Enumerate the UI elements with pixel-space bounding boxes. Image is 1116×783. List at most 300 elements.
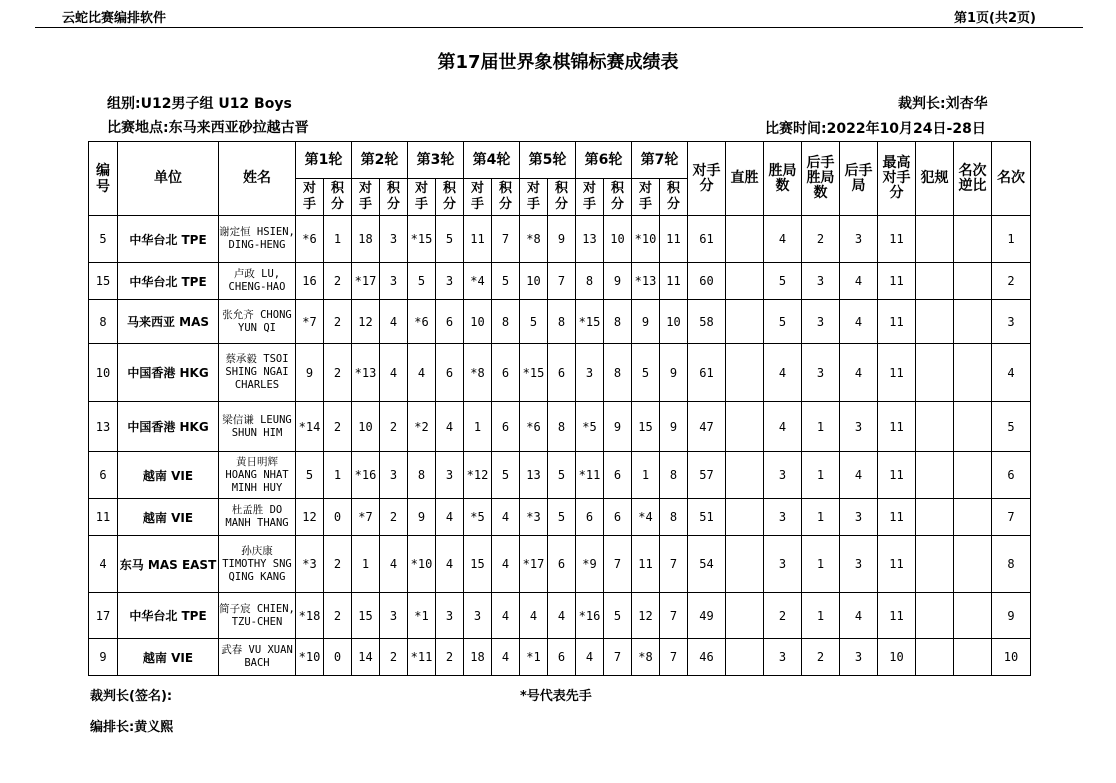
col-opp-label: 对手 — [527, 181, 541, 212]
cell-round-5-opponent: 4 — [520, 593, 548, 639]
cell-foul — [916, 452, 954, 499]
cell-round-3-points: 2 — [436, 639, 464, 676]
cell-second-wins: 1 — [802, 499, 840, 536]
cell-round-2-points: 3 — [380, 593, 408, 639]
cell-rank: 2 — [992, 263, 1031, 300]
cell-round-3-points: 4 — [436, 536, 464, 593]
cell-round-1-points: 1 — [324, 216, 352, 263]
col-opp-label: 对手 — [303, 181, 317, 212]
cell-second-wins: 1 — [802, 452, 840, 499]
cell-direct-win — [726, 344, 764, 402]
cell-round-2-points: 3 — [380, 452, 408, 499]
cell-round-1-points: 2 — [324, 593, 352, 639]
cell-round-7-points: 7 — [660, 536, 688, 593]
table-row — [89, 593, 1031, 639]
cell-round-2-opponent: 15 — [352, 593, 380, 639]
cell-round-3-opponent: 4 — [408, 344, 436, 402]
cell-round-6-points: 5 — [604, 593, 632, 639]
cell-round-3-opponent: *15 — [408, 216, 436, 263]
cell-rank: 4 — [992, 344, 1031, 402]
cell-no: 15 — [89, 263, 118, 300]
cell-no: 6 — [89, 452, 118, 499]
cell-round-4-points: 4 — [492, 536, 520, 593]
cell-max-opp: 11 — [878, 344, 916, 402]
cell-round-6-opponent: 13 — [576, 216, 604, 263]
cell-round-1-opponent: *10 — [296, 639, 324, 676]
cell-round-5-opponent: *15 — [520, 344, 548, 402]
cell-round-3-points: 3 — [436, 452, 464, 499]
arranger-label: 编排长:黄义熙 — [90, 720, 174, 735]
col-pts-label: 积分 — [387, 181, 401, 212]
col-opp-label: 对手 — [583, 181, 597, 212]
cell-round-5-points: 8 — [548, 300, 576, 344]
cell-no: 13 — [89, 402, 118, 452]
cell-unit: 越南 VIE — [118, 639, 219, 676]
cell-wins: 5 — [764, 300, 802, 344]
cell-round-6-points: 8 — [604, 300, 632, 344]
cell-opp-score: 57 — [688, 452, 726, 499]
cell-name: 梁信谦 LEUNG SHUN HIM — [219, 402, 296, 452]
cell-round-7-points: 9 — [660, 344, 688, 402]
cell-round-5-points: 5 — [548, 499, 576, 536]
cell-rank: 8 — [992, 536, 1031, 593]
referee-signature-label: 裁判长(签名): — [90, 689, 173, 704]
cell-second-games: 4 — [840, 300, 878, 344]
cell-rank: 10 — [992, 639, 1031, 676]
col-pts-label: 积分 — [331, 181, 345, 212]
cell-round-4-points: 5 — [492, 263, 520, 300]
cell-round-3-opponent: *10 — [408, 536, 436, 593]
col-opp — [520, 179, 548, 216]
cell-round-2-opponent: *16 — [352, 452, 380, 499]
cell-second-games: 3 — [840, 639, 878, 676]
cell-round-2-opponent: *7 — [352, 499, 380, 536]
cell-no: 9 — [89, 639, 118, 676]
col-opp — [464, 179, 492, 216]
cell-round-3-opponent: 8 — [408, 452, 436, 499]
cell-direct-win — [726, 300, 764, 344]
cell-round-1-opponent: 9 — [296, 344, 324, 402]
cell-round-2-points: 4 — [380, 300, 408, 344]
cell-round-7-opponent: 11 — [632, 536, 660, 593]
cell-max-opp: 11 — [878, 402, 916, 452]
cell-direct-win — [726, 593, 764, 639]
col-opp — [296, 179, 324, 216]
cell-round-7-opponent: 1 — [632, 452, 660, 499]
cell-round-1-points: 2 — [324, 536, 352, 593]
cell-unit: 东马 MAS EAST — [118, 536, 219, 593]
cell-round-3-opponent: 5 — [408, 263, 436, 300]
col-no-label: 编号 — [96, 162, 110, 195]
col-opp — [576, 179, 604, 216]
cell-round-3-opponent: 9 — [408, 499, 436, 536]
col-opp — [632, 179, 660, 216]
cell-tiebreak — [954, 216, 992, 263]
cell-round-1-points: 2 — [324, 300, 352, 344]
cell-round-1-opponent: *14 — [296, 402, 324, 452]
cell-round-4-points: 6 — [492, 344, 520, 402]
cell-round-6-points: 9 — [604, 263, 632, 300]
cell-round-4-opponent: 3 — [464, 593, 492, 639]
cell-round-3-points: 5 — [436, 216, 464, 263]
cell-round-4-opponent: *8 — [464, 344, 492, 402]
cell-wins: 3 — [764, 452, 802, 499]
table-body — [89, 216, 1031, 676]
cell-name: 蔡承毅 TSOI SHING NGAI CHARLES — [219, 344, 296, 402]
cell-round-2-points: 4 — [380, 536, 408, 593]
cell-round-6-opponent: 6 — [576, 499, 604, 536]
cell-round-1-opponent: *18 — [296, 593, 324, 639]
cell-round-2-opponent: 18 — [352, 216, 380, 263]
cell-round-2-opponent: 10 — [352, 402, 380, 452]
table-row — [89, 344, 1031, 402]
cell-opp-score: 54 — [688, 536, 726, 593]
cell-no: 10 — [89, 344, 118, 402]
col-opp-label: 对手 — [415, 181, 429, 212]
cell-second-wins: 3 — [802, 300, 840, 344]
col-name: 姓名 — [219, 142, 296, 216]
table-row — [89, 300, 1031, 344]
cell-round-5-opponent: 13 — [520, 452, 548, 499]
col-pts-label: 积分 — [611, 181, 625, 212]
col-no — [89, 142, 118, 216]
cell-second-games: 4 — [840, 593, 878, 639]
cell-wins: 4 — [764, 216, 802, 263]
col-round-7: 第7轮 — [632, 142, 688, 179]
cell-round-7-points: 9 — [660, 402, 688, 452]
cell-wins: 3 — [764, 639, 802, 676]
col-round-2: 第2轮 — [352, 142, 408, 179]
cell-opp-score: 61 — [688, 216, 726, 263]
cell-round-2-opponent: 14 — [352, 639, 380, 676]
cell-round-7-opponent: 12 — [632, 593, 660, 639]
table-row — [89, 639, 1031, 676]
cell-tiebreak — [954, 536, 992, 593]
cell-unit: 越南 VIE — [118, 499, 219, 536]
cell-round-6-opponent: 8 — [576, 263, 604, 300]
results-table — [88, 141, 1031, 676]
table-row — [89, 402, 1031, 452]
cell-round-4-points: 4 — [492, 593, 520, 639]
cell-round-6-opponent: *5 — [576, 402, 604, 452]
cell-round-5-opponent: *6 — [520, 402, 548, 452]
cell-foul — [916, 593, 954, 639]
cell-name: 杜孟胜 DO MANH THANG — [219, 499, 296, 536]
cell-round-5-points: 6 — [548, 536, 576, 593]
cell-round-6-opponent: *9 — [576, 536, 604, 593]
cell-round-5-opponent: *1 — [520, 639, 548, 676]
cell-round-2-opponent: *17 — [352, 263, 380, 300]
col-max-opp: 最高对手分 — [878, 142, 916, 216]
col-foul: 犯规 — [916, 142, 954, 216]
header-divider — [35, 27, 1083, 28]
col-round-1: 第1轮 — [296, 142, 352, 179]
cell-rank: 7 — [992, 499, 1031, 536]
cell-tiebreak — [954, 300, 992, 344]
cell-round-1-points: 2 — [324, 344, 352, 402]
cell-second-games: 3 — [840, 536, 878, 593]
cell-no: 5 — [89, 216, 118, 263]
col-opp-score: 对手分 — [688, 142, 726, 216]
cell-round-7-points: 11 — [660, 216, 688, 263]
cell-second-wins: 2 — [802, 216, 840, 263]
cell-foul — [916, 263, 954, 300]
col-pts-label: 积分 — [555, 181, 569, 212]
cell-unit: 中华台北 TPE — [118, 593, 219, 639]
cell-second-games: 3 — [840, 402, 878, 452]
cell-round-2-points: 3 — [380, 263, 408, 300]
cell-opp-score: 49 — [688, 593, 726, 639]
cell-opp-score: 47 — [688, 402, 726, 452]
cell-round-3-points: 6 — [436, 344, 464, 402]
cell-direct-win — [726, 499, 764, 536]
col-round-6: 第6轮 — [576, 142, 632, 179]
cell-max-opp: 11 — [878, 300, 916, 344]
cell-round-6-points: 6 — [604, 452, 632, 499]
cell-round-5-opponent: *3 — [520, 499, 548, 536]
col-opp — [352, 179, 380, 216]
cell-round-4-points: 4 — [492, 499, 520, 536]
col-pts-label: 积分 — [499, 181, 513, 212]
cell-round-7-opponent: *8 — [632, 639, 660, 676]
cell-round-6-opponent: *15 — [576, 300, 604, 344]
cell-max-opp: 10 — [878, 639, 916, 676]
col-pts — [492, 179, 520, 216]
cell-second-wins: 1 — [802, 402, 840, 452]
cell-round-3-opponent: *6 — [408, 300, 436, 344]
cell-direct-win — [726, 536, 764, 593]
cell-round-5-points: 9 — [548, 216, 576, 263]
cell-foul — [916, 344, 954, 402]
chief-referee-label: 裁判长:刘杏华 — [898, 96, 988, 112]
cell-round-1-points: 2 — [324, 263, 352, 300]
cell-round-7-opponent: 15 — [632, 402, 660, 452]
col-second-wins: 后手胜局数 — [802, 142, 840, 216]
cell-round-4-points: 7 — [492, 216, 520, 263]
col-pts-label: 积分 — [667, 181, 681, 212]
cell-foul — [916, 499, 954, 536]
cell-round-5-opponent: 5 — [520, 300, 548, 344]
cell-max-opp: 11 — [878, 536, 916, 593]
cell-rank: 3 — [992, 300, 1031, 344]
cell-round-4-points: 4 — [492, 639, 520, 676]
col-pts — [548, 179, 576, 216]
col-opp-label: 对手 — [359, 181, 373, 212]
cell-unit: 越南 VIE — [118, 452, 219, 499]
cell-round-3-points: 3 — [436, 263, 464, 300]
cell-round-2-points: 3 — [380, 216, 408, 263]
cell-rank: 9 — [992, 593, 1031, 639]
cell-rank: 1 — [992, 216, 1031, 263]
cell-round-2-opponent: 12 — [352, 300, 380, 344]
col-pts — [380, 179, 408, 216]
cell-round-4-opponent: *5 — [464, 499, 492, 536]
cell-name: 简子宸 CHIEN, TZU-CHEN — [219, 593, 296, 639]
cell-wins: 3 — [764, 499, 802, 536]
cell-round-6-points: 6 — [604, 499, 632, 536]
cell-opp-score: 61 — [688, 344, 726, 402]
col-wins: 胜局数 — [764, 142, 802, 216]
cell-round-7-opponent: *13 — [632, 263, 660, 300]
cell-round-2-points: 2 — [380, 639, 408, 676]
cell-unit: 中国香港 HKG — [118, 344, 219, 402]
cell-round-3-opponent: *11 — [408, 639, 436, 676]
cell-round-3-points: 6 — [436, 300, 464, 344]
cell-round-2-points: 2 — [380, 402, 408, 452]
cell-max-opp: 11 — [878, 499, 916, 536]
cell-tiebreak — [954, 639, 992, 676]
col-pts — [660, 179, 688, 216]
cell-round-1-opponent: 5 — [296, 452, 324, 499]
cell-round-3-opponent: *2 — [408, 402, 436, 452]
cell-round-2-points: 2 — [380, 499, 408, 536]
cell-round-4-opponent: 10 — [464, 300, 492, 344]
cell-round-5-points: 4 — [548, 593, 576, 639]
cell-second-wins: 3 — [802, 263, 840, 300]
cell-name: 孙庆康 TIMOTHY SNG QING KANG — [219, 536, 296, 593]
cell-foul — [916, 216, 954, 263]
table-row — [89, 536, 1031, 593]
cell-round-6-points: 8 — [604, 344, 632, 402]
cell-opp-score: 60 — [688, 263, 726, 300]
cell-direct-win — [726, 216, 764, 263]
page-indicator: 第1页(共2页) — [954, 11, 1036, 26]
cell-round-5-points: 5 — [548, 452, 576, 499]
cell-round-1-points: 1 — [324, 452, 352, 499]
cell-round-2-points: 4 — [380, 344, 408, 402]
col-pts-label: 积分 — [443, 181, 457, 212]
col-second-games: 后手局 — [840, 142, 878, 216]
table-row — [89, 263, 1031, 300]
cell-round-3-points: 4 — [436, 402, 464, 452]
cell-round-7-opponent: 5 — [632, 344, 660, 402]
cell-round-6-opponent: *16 — [576, 593, 604, 639]
col-round-5: 第5轮 — [520, 142, 576, 179]
cell-second-wins: 2 — [802, 639, 840, 676]
cell-foul — [916, 402, 954, 452]
cell-round-4-opponent: 15 — [464, 536, 492, 593]
cell-round-4-points: 8 — [492, 300, 520, 344]
cell-second-games: 4 — [840, 263, 878, 300]
cell-round-1-opponent: 12 — [296, 499, 324, 536]
cell-round-7-points: 10 — [660, 300, 688, 344]
cell-round-5-opponent: *8 — [520, 216, 548, 263]
cell-foul — [916, 536, 954, 593]
cell-name: 谢定恒 HSIEN, DING-HENG — [219, 216, 296, 263]
cell-round-7-points: 11 — [660, 263, 688, 300]
cell-round-6-opponent: 3 — [576, 344, 604, 402]
cell-unit: 中华台北 TPE — [118, 216, 219, 263]
table-row — [89, 452, 1031, 499]
cell-round-1-points: 0 — [324, 499, 352, 536]
cell-wins: 4 — [764, 344, 802, 402]
software-name: 云蛇比赛编排软件 — [62, 11, 167, 26]
cell-name: 武春 VU XUAN BACH — [219, 639, 296, 676]
cell-round-6-points: 7 — [604, 536, 632, 593]
cell-max-opp: 11 — [878, 216, 916, 263]
col-tiebreak: 名次逆比 — [954, 142, 992, 216]
cell-round-6-opponent: *11 — [576, 452, 604, 499]
cell-round-4-opponent: 11 — [464, 216, 492, 263]
cell-round-7-opponent: *10 — [632, 216, 660, 263]
cell-round-5-points: 6 — [548, 639, 576, 676]
cell-round-3-points: 4 — [436, 499, 464, 536]
table-row — [89, 216, 1031, 263]
cell-rank: 5 — [992, 402, 1031, 452]
cell-opp-score: 51 — [688, 499, 726, 536]
cell-round-7-points: 7 — [660, 639, 688, 676]
cell-no: 17 — [89, 593, 118, 639]
cell-round-7-opponent: 9 — [632, 300, 660, 344]
cell-round-1-points: 0 — [324, 639, 352, 676]
cell-tiebreak — [954, 499, 992, 536]
cell-tiebreak — [954, 402, 992, 452]
group-label: 组别:U12男子组 U12 Boys — [107, 96, 292, 112]
cell-round-6-points: 10 — [604, 216, 632, 263]
cell-no: 8 — [89, 300, 118, 344]
cell-round-5-points: 7 — [548, 263, 576, 300]
cell-second-games: 4 — [840, 344, 878, 402]
cell-round-1-opponent: 16 — [296, 263, 324, 300]
cell-round-1-opponent: *7 — [296, 300, 324, 344]
cell-no: 11 — [89, 499, 118, 536]
cell-round-5-opponent: *17 — [520, 536, 548, 593]
col-pts — [436, 179, 464, 216]
cell-round-6-opponent: 4 — [576, 639, 604, 676]
cell-unit: 中华台北 TPE — [118, 263, 219, 300]
col-unit: 单位 — [118, 142, 219, 216]
cell-foul — [916, 300, 954, 344]
cell-round-4-points: 5 — [492, 452, 520, 499]
cell-round-7-points: 8 — [660, 452, 688, 499]
cell-round-1-opponent: *6 — [296, 216, 324, 263]
cell-second-wins: 1 — [802, 593, 840, 639]
first-move-legend: *号代表先手 — [520, 689, 592, 704]
cell-direct-win — [726, 402, 764, 452]
cell-wins: 5 — [764, 263, 802, 300]
col-pts — [324, 179, 352, 216]
col-round-3: 第3轮 — [408, 142, 464, 179]
cell-name: 黄日明辉 HOANG NHAT MINH HUY — [219, 452, 296, 499]
cell-opp-score: 46 — [688, 639, 726, 676]
cell-direct-win — [726, 263, 764, 300]
cell-round-5-points: 8 — [548, 402, 576, 452]
col-opp-label: 对手 — [639, 181, 653, 212]
cell-wins: 4 — [764, 402, 802, 452]
cell-max-opp: 11 — [878, 452, 916, 499]
cell-rank: 6 — [992, 452, 1031, 499]
col-round-4: 第4轮 — [464, 142, 520, 179]
cell-tiebreak — [954, 263, 992, 300]
cell-direct-win — [726, 639, 764, 676]
cell-round-7-points: 7 — [660, 593, 688, 639]
cell-tiebreak — [954, 344, 992, 402]
cell-round-4-opponent: *12 — [464, 452, 492, 499]
table-header — [89, 142, 1031, 216]
cell-round-3-points: 3 — [436, 593, 464, 639]
venue-label: 比赛地点:东马来西亚砂拉越古晋 — [107, 120, 309, 136]
cell-second-games: 3 — [840, 499, 878, 536]
cell-tiebreak — [954, 452, 992, 499]
col-opp — [408, 179, 436, 216]
cell-round-2-opponent: *13 — [352, 344, 380, 402]
col-rank: 名次 — [992, 142, 1031, 216]
cell-opp-score: 58 — [688, 300, 726, 344]
cell-round-7-points: 8 — [660, 499, 688, 536]
cell-round-7-opponent: *4 — [632, 499, 660, 536]
cell-round-2-opponent: 1 — [352, 536, 380, 593]
cell-unit: 中国香港 HKG — [118, 402, 219, 452]
